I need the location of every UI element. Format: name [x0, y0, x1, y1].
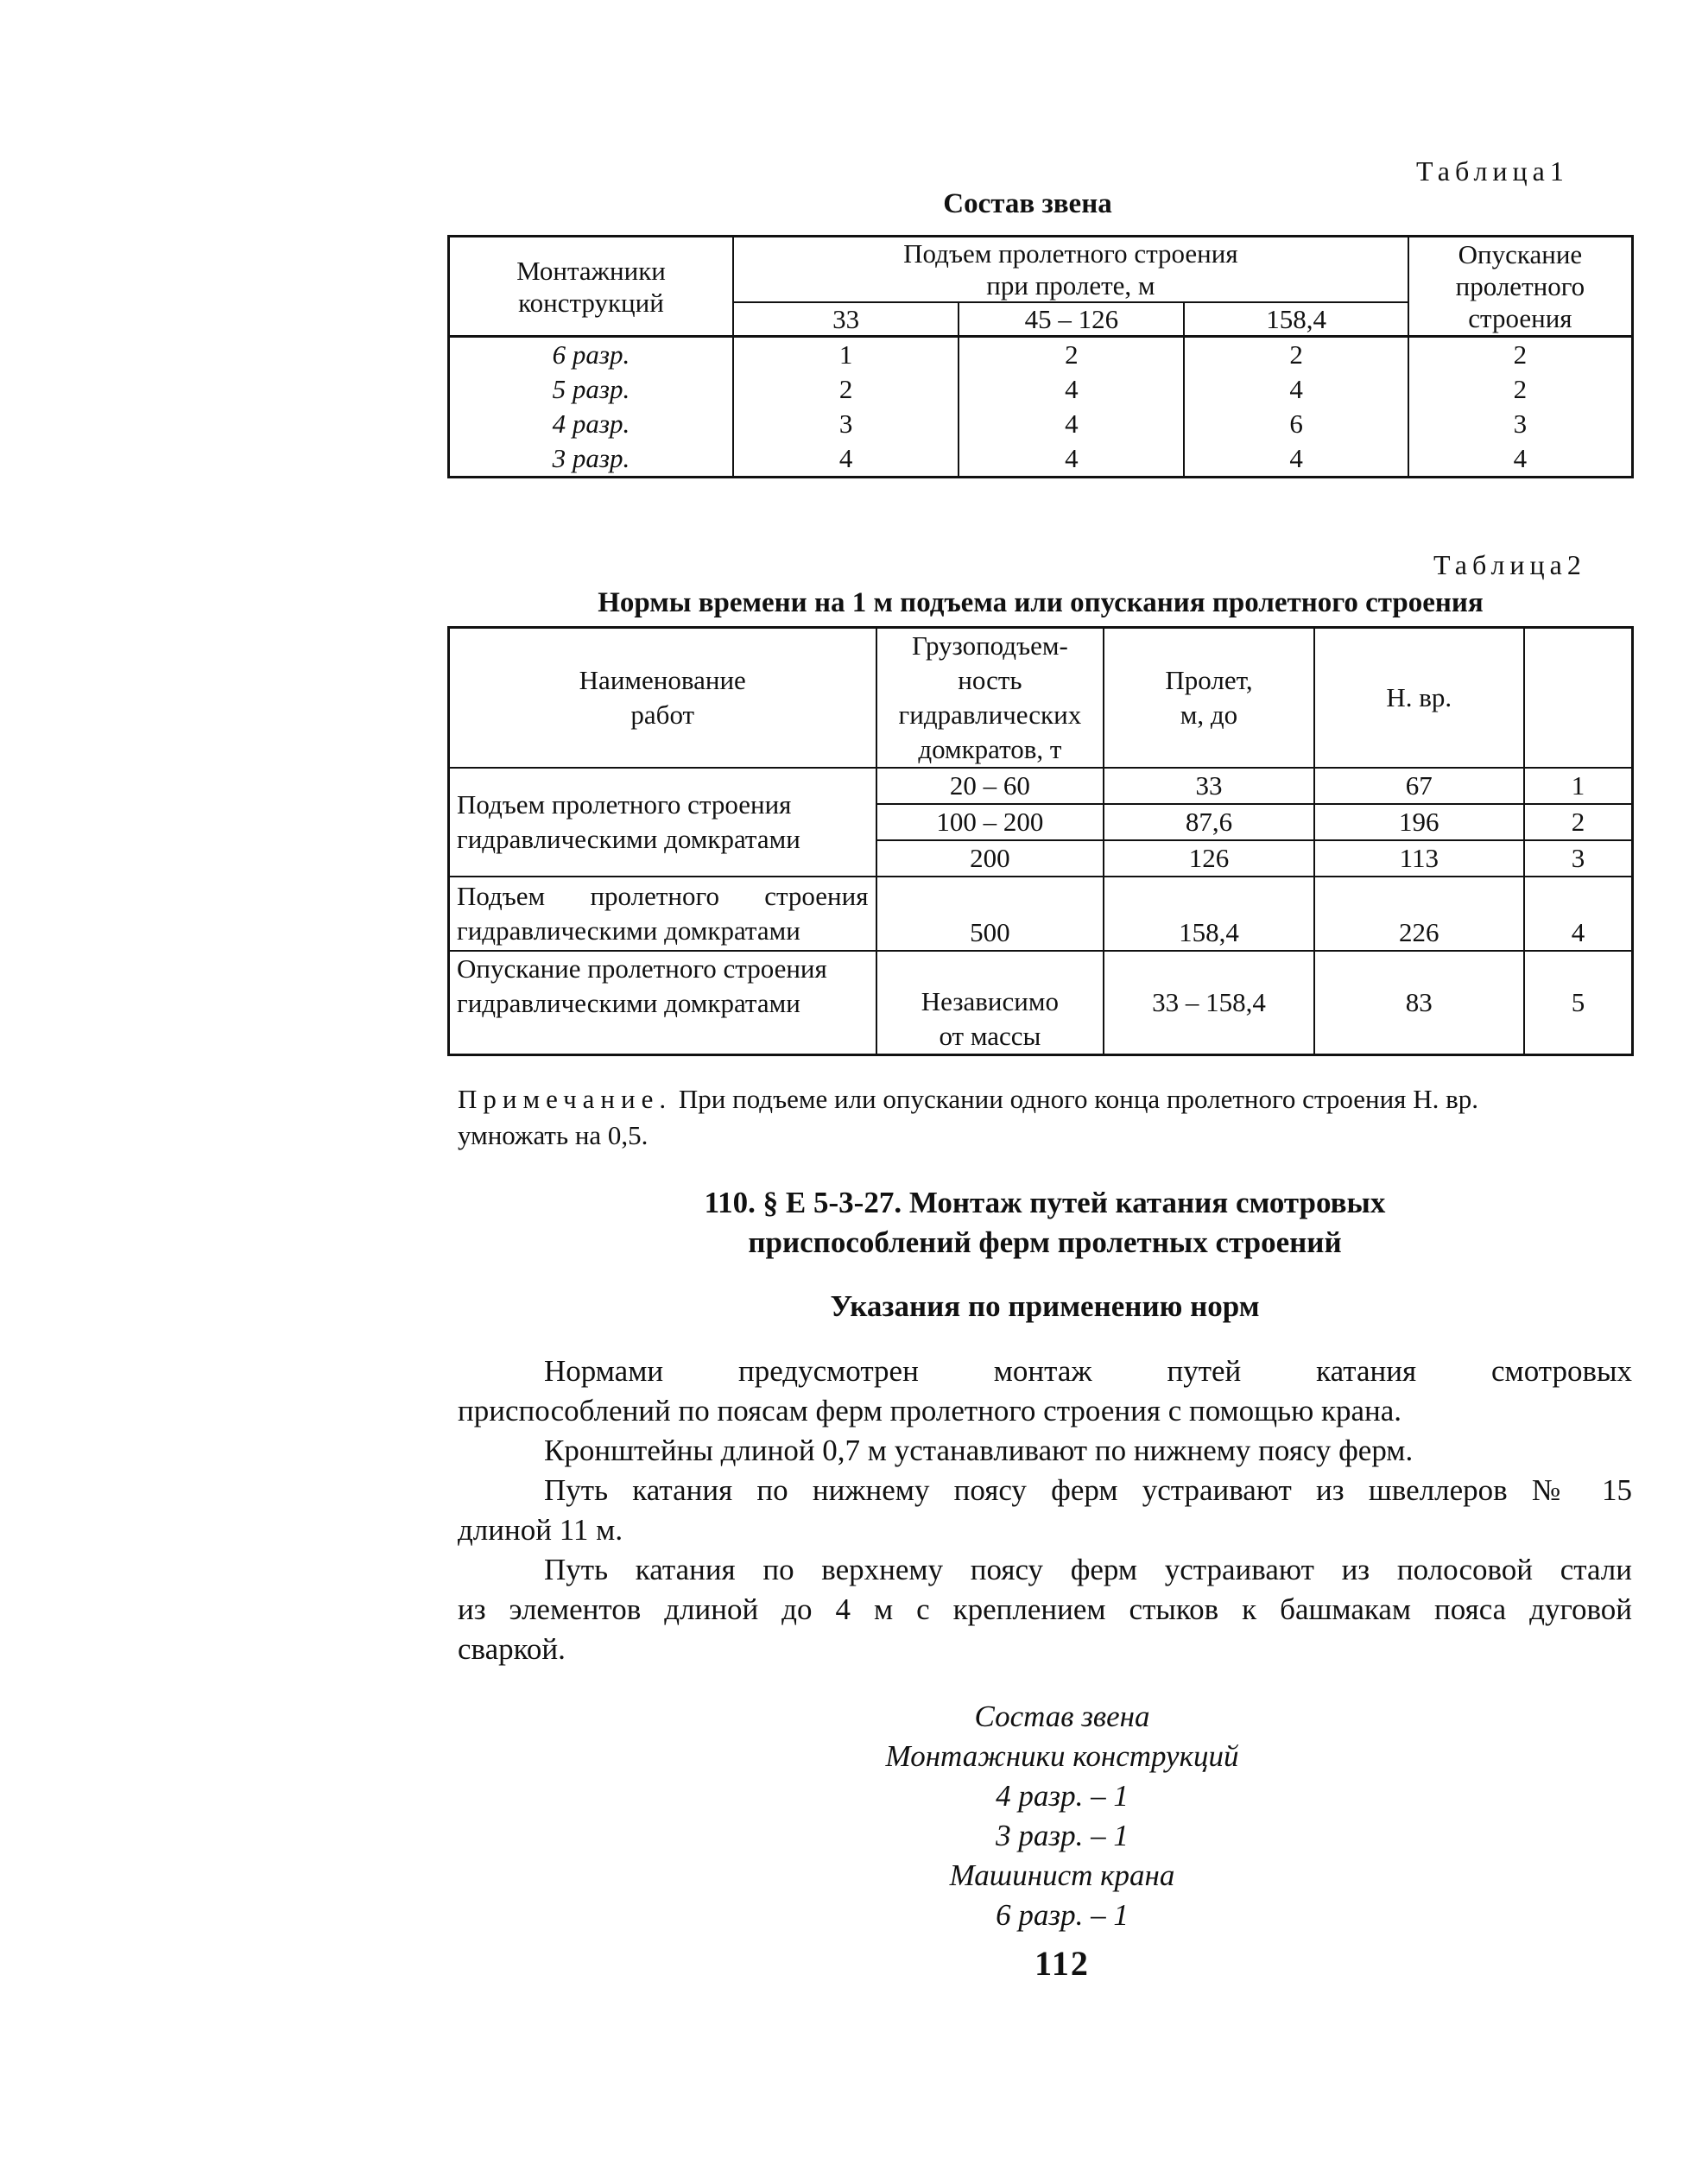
table2-header-num	[1524, 628, 1633, 769]
crew-role: Монтажники конструкций	[885, 1739, 1239, 1773]
crew-title: Состав звена	[974, 1700, 1150, 1733]
table1-row: 4 разр. 3 4 6 3	[449, 407, 1633, 441]
page-number: 112	[1034, 1944, 1090, 1983]
table1-title: Состав звена	[943, 188, 1112, 219]
table1-row: 3 разр. 4 4 4 4	[449, 441, 1633, 478]
table2-header-row	[449, 628, 1633, 769]
section-text: Нормами предусмотрен монтаж путей катания смотровых приспособлений по поясам ферм пролетного строения с помощью крана. Кронштейны длиной 0,7 м устанавливают по нижнему поясу ферм. Путь катания по нижнему поясу ферм устраивают из швеллеров № 15 длиной 11 м. Путь катания по верхнему поясу ферм устраивают из полосовой стали из элементов длиной до 4 м с креплением стыков к башмакам пояса дуговой сваркой.	[458, 1354, 1632, 1666]
table2-label: Таблица2	[1433, 549, 1586, 580]
table2-header-span: Пролет, м, до	[1104, 628, 1313, 769]
table1-header-span-33: 33	[733, 302, 959, 337]
table2-row: 100 – 200 87,6 196 2	[449, 804, 1633, 840]
table2-header-name: Наименование работ	[449, 628, 876, 769]
table2-title: Нормы времени на 1 м подъема или опускания пролетного строения	[598, 587, 1484, 618]
table2-header-norm: Н. вр.	[1314, 628, 1524, 769]
crew-block: Состав звена Монтажники конструкций 4 разр. – 1 3 разр. – 1 Машинист крана 6 разр. – 1	[777, 1697, 1347, 1935]
table2-row: Опускание пролетного строения гидравлическими домкратами Независимо от массы 33 – 158,4 83 5	[449, 951, 1633, 1055]
note-label: Примечание.	[458, 1084, 673, 1114]
table2-group1-name: Подъем пролетного строения гидравлическими домкратами	[449, 768, 876, 877]
table1-header-lifting: Подъем пролетного строения при пролете, м	[733, 237, 1408, 303]
table2-row: Подъем пролетного строения гидравлическими домкратами 20 – 60 33 67 1	[449, 768, 1633, 804]
table2-header-capacity: Грузоподъем- ность гидравлических домкратов, т	[876, 628, 1104, 769]
table2-row: 200 126 113 3	[449, 840, 1633, 877]
table1-row: 5 разр. 2 4 4 2	[449, 372, 1633, 407]
table1-header-workers: Монтажники конструкций	[449, 237, 733, 337]
table1-header-lowering: Опускание пролетного строения	[1408, 237, 1633, 337]
table2-note: Примечание. При подъеме или опускании одного конца пролетного строения Н. вр. умножать на 0,5.	[458, 1084, 1478, 1150]
table1-row: 6 разр. 1 2 2 2	[449, 337, 1633, 373]
table1-label: Таблица1	[1416, 155, 1569, 187]
section-heading: 110. § Е 5-3-27. Монтаж путей катания смотровых приспособлений ферм пролетных строений	[704, 1186, 1386, 1259]
table1-header-span-45-126: 45 – 126	[959, 302, 1184, 337]
table1	[447, 235, 1634, 478]
table2-row: Подъем пролетного строения гидравлическими домкратами 500 158,4 226 4	[449, 877, 1633, 951]
table1-header-span-158: 158,4	[1184, 302, 1408, 337]
table2	[447, 626, 1634, 1056]
crew-role: Машинист крана	[949, 1858, 1175, 1892]
section-subheading: Указания по применению норм	[830, 1289, 1260, 1323]
